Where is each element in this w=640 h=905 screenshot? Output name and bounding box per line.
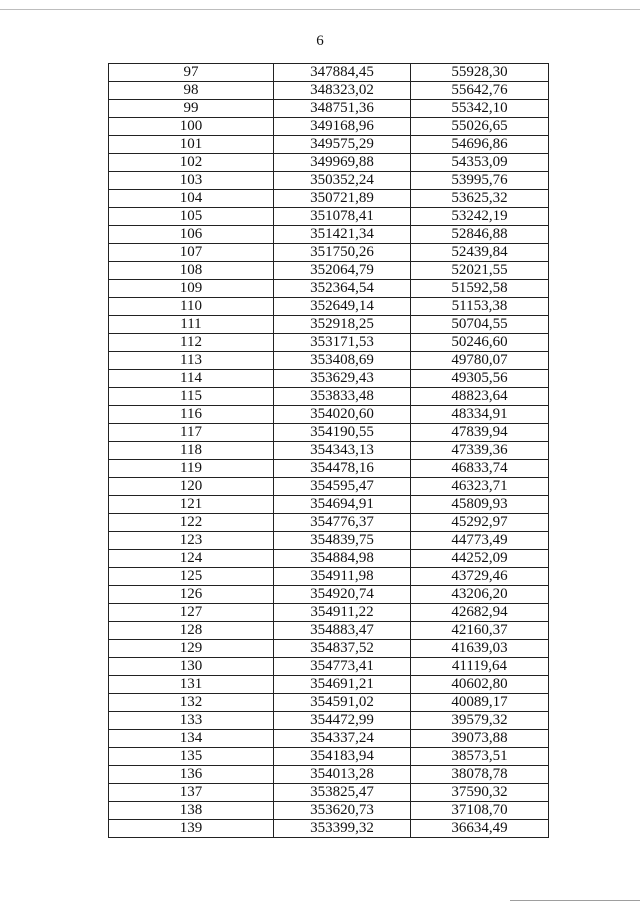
y-coordinate-cell: 50246,60 xyxy=(411,334,549,352)
y-coordinate-cell: 37108,70 xyxy=(411,802,549,820)
table-row xyxy=(109,802,549,820)
x-coordinate-cell: 352064,79 xyxy=(274,262,411,280)
point-number-cell: 122 xyxy=(109,514,274,532)
y-coordinate-cell: 54353,09 xyxy=(411,154,549,172)
y-coordinate-cell: 42682,94 xyxy=(411,604,549,622)
point-number-cell: 101 xyxy=(109,136,274,154)
point-number-cell: 133 xyxy=(109,712,274,730)
x-coordinate-cell: 353408,69 xyxy=(274,352,411,370)
y-coordinate-cell: 52846,88 xyxy=(411,226,549,244)
table-row xyxy=(109,406,549,424)
point-number-cell: 129 xyxy=(109,640,274,658)
x-coordinate-cell: 354694,91 xyxy=(274,496,411,514)
x-coordinate-cell: 354595,47 xyxy=(274,478,411,496)
table-row xyxy=(109,388,549,406)
x-coordinate-cell: 354337,24 xyxy=(274,730,411,748)
y-coordinate-cell: 53242,19 xyxy=(411,208,549,226)
point-number-cell: 112 xyxy=(109,334,274,352)
y-coordinate-cell: 53625,32 xyxy=(411,190,549,208)
y-coordinate-cell: 46833,74 xyxy=(411,460,549,478)
x-coordinate-cell: 353399,32 xyxy=(274,820,411,838)
point-number-cell: 127 xyxy=(109,604,274,622)
table-row xyxy=(109,298,549,316)
table-row xyxy=(109,64,549,82)
point-number-cell: 110 xyxy=(109,298,274,316)
point-number-cell: 111 xyxy=(109,316,274,334)
y-coordinate-cell: 53995,76 xyxy=(411,172,549,190)
table-row xyxy=(109,280,549,298)
point-number-cell: 115 xyxy=(109,388,274,406)
table-row xyxy=(109,550,549,568)
point-number-cell: 97 xyxy=(109,64,274,82)
table-row xyxy=(109,514,549,532)
table-row xyxy=(109,370,549,388)
y-coordinate-cell: 55026,65 xyxy=(411,118,549,136)
y-coordinate-cell: 45809,93 xyxy=(411,496,549,514)
y-coordinate-cell: 48334,91 xyxy=(411,406,549,424)
x-coordinate-cell: 349969,88 xyxy=(274,154,411,172)
y-coordinate-cell: 46323,71 xyxy=(411,478,549,496)
table-row xyxy=(109,100,549,118)
x-coordinate-cell: 351750,26 xyxy=(274,244,411,262)
x-coordinate-cell: 349575,29 xyxy=(274,136,411,154)
point-number-cell: 123 xyxy=(109,532,274,550)
y-coordinate-cell: 41639,03 xyxy=(411,640,549,658)
point-number-cell: 109 xyxy=(109,280,274,298)
y-coordinate-cell: 50704,55 xyxy=(411,316,549,334)
table-row xyxy=(109,208,549,226)
table-row xyxy=(109,172,549,190)
point-number-cell: 98 xyxy=(109,82,274,100)
top-scan-edge-line xyxy=(0,9,640,10)
table-row xyxy=(109,712,549,730)
y-coordinate-cell: 44773,49 xyxy=(411,532,549,550)
x-coordinate-cell: 352918,25 xyxy=(274,316,411,334)
point-number-cell: 114 xyxy=(109,370,274,388)
y-coordinate-cell: 42160,37 xyxy=(411,622,549,640)
x-coordinate-cell: 353833,48 xyxy=(274,388,411,406)
table-row xyxy=(109,532,549,550)
table-row xyxy=(109,568,549,586)
table-row xyxy=(109,676,549,694)
x-coordinate-cell: 354837,52 xyxy=(274,640,411,658)
point-number-cell: 104 xyxy=(109,190,274,208)
x-coordinate-cell: 354472,99 xyxy=(274,712,411,730)
x-coordinate-cell: 354839,75 xyxy=(274,532,411,550)
point-number-cell: 106 xyxy=(109,226,274,244)
table-row xyxy=(109,262,549,280)
point-number-cell: 124 xyxy=(109,550,274,568)
point-number-cell: 139 xyxy=(109,820,274,838)
y-coordinate-cell: 43729,46 xyxy=(411,568,549,586)
point-number-cell: 126 xyxy=(109,586,274,604)
y-coordinate-cell: 52439,84 xyxy=(411,244,549,262)
x-coordinate-cell: 354911,22 xyxy=(274,604,411,622)
table-row xyxy=(109,190,549,208)
table-row xyxy=(109,478,549,496)
point-number-cell: 130 xyxy=(109,658,274,676)
point-number-cell: 136 xyxy=(109,766,274,784)
x-coordinate-cell: 354773,41 xyxy=(274,658,411,676)
table-row xyxy=(109,424,549,442)
point-number-cell: 125 xyxy=(109,568,274,586)
x-coordinate-cell: 350352,24 xyxy=(274,172,411,190)
y-coordinate-cell: 54696,86 xyxy=(411,136,549,154)
x-coordinate-cell: 354013,28 xyxy=(274,766,411,784)
y-coordinate-cell: 55642,76 xyxy=(411,82,549,100)
y-coordinate-cell: 47339,36 xyxy=(411,442,549,460)
x-coordinate-cell: 348323,02 xyxy=(274,82,411,100)
x-coordinate-cell: 348751,36 xyxy=(274,100,411,118)
x-coordinate-cell: 352364,54 xyxy=(274,280,411,298)
y-coordinate-cell: 41119,64 xyxy=(411,658,549,676)
x-coordinate-cell: 354591,02 xyxy=(274,694,411,712)
table-row xyxy=(109,226,549,244)
point-number-cell: 121 xyxy=(109,496,274,514)
table-row xyxy=(109,442,549,460)
table-row xyxy=(109,640,549,658)
table-row xyxy=(109,604,549,622)
table-row xyxy=(109,352,549,370)
point-number-cell: 134 xyxy=(109,730,274,748)
y-coordinate-cell: 51153,38 xyxy=(411,298,549,316)
point-number-cell: 135 xyxy=(109,748,274,766)
point-number-cell: 103 xyxy=(109,172,274,190)
point-number-cell: 120 xyxy=(109,478,274,496)
x-coordinate-cell: 353171,53 xyxy=(274,334,411,352)
table-row xyxy=(109,586,549,604)
x-coordinate-cell: 354776,37 xyxy=(274,514,411,532)
table-row xyxy=(109,244,549,262)
point-number-cell: 128 xyxy=(109,622,274,640)
table-row xyxy=(109,730,549,748)
table-row xyxy=(109,136,549,154)
y-coordinate-cell: 40089,17 xyxy=(411,694,549,712)
table-row xyxy=(109,622,549,640)
x-coordinate-cell: 354920,74 xyxy=(274,586,411,604)
table-row xyxy=(109,496,549,514)
point-number-cell: 116 xyxy=(109,406,274,424)
x-coordinate-cell: 349168,96 xyxy=(274,118,411,136)
x-coordinate-cell: 352649,14 xyxy=(274,298,411,316)
point-number-cell: 99 xyxy=(109,100,274,118)
point-number-cell: 138 xyxy=(109,802,274,820)
x-coordinate-cell: 354190,55 xyxy=(274,424,411,442)
x-coordinate-cell: 354691,21 xyxy=(274,676,411,694)
point-number-cell: 108 xyxy=(109,262,274,280)
table-row xyxy=(109,118,549,136)
x-coordinate-cell: 354343,13 xyxy=(274,442,411,460)
x-coordinate-cell: 354883,47 xyxy=(274,622,411,640)
table-row xyxy=(109,820,549,838)
y-coordinate-cell: 45292,97 xyxy=(411,514,549,532)
y-coordinate-cell: 51592,58 xyxy=(411,280,549,298)
point-number-cell: 113 xyxy=(109,352,274,370)
table-row xyxy=(109,316,549,334)
table-row xyxy=(109,748,549,766)
x-coordinate-cell: 354911,98 xyxy=(274,568,411,586)
bottom-scan-edge-line xyxy=(510,900,640,901)
y-coordinate-cell: 52021,55 xyxy=(411,262,549,280)
table-row xyxy=(109,658,549,676)
point-number-cell: 131 xyxy=(109,676,274,694)
y-coordinate-cell: 49780,07 xyxy=(411,352,549,370)
x-coordinate-cell: 354884,98 xyxy=(274,550,411,568)
x-coordinate-cell: 354478,16 xyxy=(274,460,411,478)
y-coordinate-cell: 43206,20 xyxy=(411,586,549,604)
point-number-cell: 119 xyxy=(109,460,274,478)
x-coordinate-cell: 354020,60 xyxy=(274,406,411,424)
table-row xyxy=(109,784,549,802)
y-coordinate-cell: 39073,88 xyxy=(411,730,549,748)
y-coordinate-cell: 38573,51 xyxy=(411,748,549,766)
x-coordinate-cell: 351421,34 xyxy=(274,226,411,244)
point-number-cell: 105 xyxy=(109,208,274,226)
coordinates-table-body xyxy=(109,64,549,838)
x-coordinate-cell: 353629,43 xyxy=(274,370,411,388)
x-coordinate-cell: 350721,89 xyxy=(274,190,411,208)
point-number-cell: 107 xyxy=(109,244,274,262)
y-coordinate-cell: 49305,56 xyxy=(411,370,549,388)
y-coordinate-cell: 55928,30 xyxy=(411,64,549,82)
x-coordinate-cell: 351078,41 xyxy=(274,208,411,226)
table-row xyxy=(109,460,549,478)
y-coordinate-cell: 36634,49 xyxy=(411,820,549,838)
table-row xyxy=(109,766,549,784)
y-coordinate-cell: 55342,10 xyxy=(411,100,549,118)
y-coordinate-cell: 47839,94 xyxy=(411,424,549,442)
y-coordinate-cell: 37590,32 xyxy=(411,784,549,802)
table-row xyxy=(109,334,549,352)
y-coordinate-cell: 38078,78 xyxy=(411,766,549,784)
point-number-cell: 100 xyxy=(109,118,274,136)
x-coordinate-cell: 353825,47 xyxy=(274,784,411,802)
table-row xyxy=(109,154,549,172)
point-number-cell: 102 xyxy=(109,154,274,172)
point-number-cell: 118 xyxy=(109,442,274,460)
point-number-cell: 132 xyxy=(109,694,274,712)
x-coordinate-cell: 347884,45 xyxy=(274,64,411,82)
y-coordinate-cell: 48823,64 xyxy=(411,388,549,406)
table-row xyxy=(109,82,549,100)
page-number: 6 xyxy=(316,33,324,49)
y-coordinate-cell: 40602,80 xyxy=(411,676,549,694)
coordinates-table xyxy=(108,63,549,838)
point-number-cell: 137 xyxy=(109,784,274,802)
y-coordinate-cell: 44252,09 xyxy=(411,550,549,568)
x-coordinate-cell: 354183,94 xyxy=(274,748,411,766)
y-coordinate-cell: 39579,32 xyxy=(411,712,549,730)
table-row xyxy=(109,694,549,712)
x-coordinate-cell: 353620,73 xyxy=(274,802,411,820)
point-number-cell: 117 xyxy=(109,424,274,442)
